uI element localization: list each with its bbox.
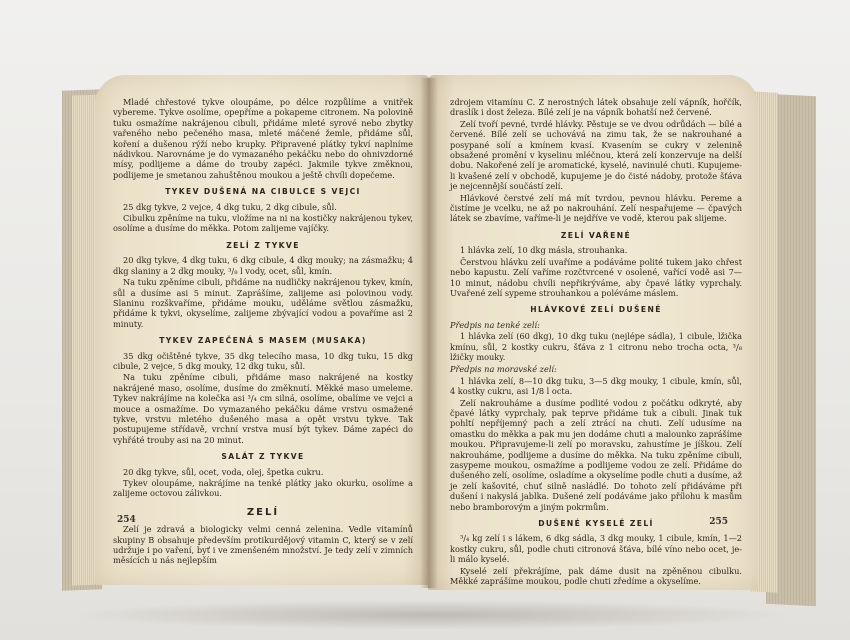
paragraph: Cibulku zpěníme na tuku, vložíme na ni na kostičky nakrájenou tykev, osolíme a dusíme do měkka. Potom zalijeme vajíčky.: [113, 213, 413, 234]
paragraph: Čerstvou hlávku zelí uvaříme a podáváme polité tukem jako chřest nebo kapustu. Zelí vaříme rozčtvrcené v osolené, vařící vodě asi 7—10 minut, nádobu chvíli nepřikrýváme, aby čpavé látky vyprchaly. Uvařené zelí sypeme strouhankou a poléváme máslem.: [450, 256, 742, 298]
paragraph: Zelí nakrouháme a dusíme podlité vodou z počátku odkryté, aby čpavé látky vyprchaly, pak teprve přidáme tuk a cibuli. Jinak tuk pohltí nepříjemný pach a zelí ztrácí na chuti. Zelí udusíme na omastku do měkka a pak mu jen dodáme chuti a malounko zaprášíme moukou. Připravujeme-li zelí po moravsku, zahustíme je jíškou. Zelí nakrouháme, podlijeme a dusíme do měkka. Na tuku zpěníme cibuli, zasypeme moukou, osmažíme a podlijeme vodou ze zelí. Přidáme do dušeného zelí, osolíme, osladíme a okyselíme podle chuti a dusíme, až je zelí kašovité, chuť silně nasládlé. Do tohoto zelí přidáváme při dušení i nakyslá jablka. Dušené zelí podáváme jako přílohu k masům nebo bramborovým a jiným pokrmům.: [450, 397, 742, 512]
ingredients: 20 dkg tykve, 4 dkg tuku, 6 dkg cibule, 4 dkg mouky; na zásmažku; 4 dkg slaniny a 2 dkg mouky, ³/₈ l vody, ocet, sůl, kmín.: [113, 255, 413, 276]
paragraph: Zelí je zdravá a biologicky velmi cenná zelenina. Vedle vitamínů skupiny B obsahuje především protikurdějový vitamin C, který se v zelí udržuje i po vaření, byť i ve zmenšeném množství. Je tedy zelí v zimních měsících u nás nejlepším: [113, 524, 413, 566]
right-page-text: [450, 97, 742, 587]
book-shadow: [70, 600, 790, 630]
paragraph: Na tuku zpěníme cibuli, přidáme na nudličky nakrájenou tykev, kmín, sůl a dusíme asi 5 minut. Zaprášíme, zalijeme asi polovinou vody. Slaninu rozškvaříme, přidáme mouku, uděláme světlou zásmažku, přidáme k tykvi, okyselíme, zalijeme zbývající vodou a povaříme asi 2 minuty.: [113, 277, 413, 329]
ingredients: 1 hlávka zelí, 10 dkg másla, strouhanka.: [460, 245, 628, 256]
page-number-right: 255: [709, 517, 728, 527]
paragraph: Kyselé zelí překrájíme, pak dáme dusit na zpěněnou cibulku. Měkké zaprášíme moukou, podle chuti zředíme a okyselíme.: [450, 565, 742, 587]
recipe-variant-label: Předpis na tenké zelí:: [450, 319, 540, 330]
paragraph: Na tuku zpěníme cibuli, přidáme maso nakrájené na kostky nakrájené maso, osolíme, dusíme do změknutí. Měkké maso umeleme. Tykev nakrájíme na kolečka asi ³/₄ cm silná, osolíme, obalíme ve vejci a mouce a osmažíme. Do vymazaného pekáčku dáme vrstvu osmažené tykve, vrstvu mletého dušeného masa a opět vrstvu tykve. Tak postupujeme střídavě, vrchní vrstva musí být tykev. Dáme zapéci do vyhřáté trouby asi na 20 minut.: [113, 372, 413, 445]
ingredients: 1 hlávka zelí, 8—10 dkg tuku, 3—5 dkg mouky, 1 cibule, kmín, sůl, 4 kostky cukru, asi 1/8 l octa.: [450, 375, 742, 397]
paragraph: zdrojem vitamínu C. Z nerostných látek obsahuje zelí vápník, hořčík, draslík i dost železa. Bílé zelí je na vápník bohatší než červené.: [450, 97, 742, 118]
recipe-heading: DUŠENÉ KYSELÉ ZELÍ: [538, 519, 654, 529]
book-gutter: [420, 78, 438, 588]
page-number-left: 254: [117, 515, 136, 525]
right-page: [428, 75, 758, 590]
ingredients: 25 dkg tykve, 2 vejce, 4 dkg tuku, 2 dkg cibule, sůl.: [123, 201, 337, 212]
recipe-variant-label: Předpis na moravské zelí:: [450, 364, 557, 375]
recipe-heading: TYKEV ZAPEČENÁ S MASEM (MUSAKA): [159, 336, 367, 346]
ingredients: ³/₄ kg zelí i s lákem, 6 dkg sádla, 3 dkg mouky, 1 cibule, kmín, 1—2 kostky cukru, sůl, podle chuti citronová šťáva, bílé víno nebo ocet, je-li málo kyselé.: [450, 533, 742, 565]
paragraph: Tykev oloupáme, nakrájíme na tenké plátky jako okurku, osolíme a zalijeme octovou zálivkou.: [113, 478, 413, 499]
ingredients: 1 hlávka zelí (60 dkg), 10 dkg tuku (nejlépe sádla), 1 cibule, lžička kmínu, sůl, 2 kostky cukru, šťáva z 1 citronu nebo trocha octa, ³/₈ lžičky mouky.: [450, 331, 742, 362]
paragraph: Hlávkové čerstvé zelí má mít tvrdou, pevnou hlávku. Pereme a čistíme je vcelku, ne až po nakrouhání. Zelí nespařujeme — čpavých látek se zbavíme, vaříme-li je nejdříve ve vodě, kterou pak slijeme.: [450, 192, 742, 224]
left-page-text: [113, 97, 413, 567]
ingredients: 35 dkg očištěné tykve, 35 dkg telecího masa, 10 dkg tuku, 15 dkg cibule, 2 vejce, 5 dkg mouky, 12 dkg tuku, sůl.: [113, 350, 413, 371]
recipe-heading: ZELÍ VAŘENÉ: [560, 230, 632, 240]
left-page: [95, 75, 430, 585]
ingredients: 20 dkg tykve, sůl, ocet, voda, olej, špetka cukru.: [123, 466, 324, 477]
recipe-heading: HLÁVKOVÉ ZELÍ DUŠENÉ: [530, 305, 662, 315]
recipe-heading: ZELÍ Z TYKVE: [226, 240, 300, 250]
paragraph: Mladé chřestové tykve oloupáme, po délce rozpůlíme a vnitřek vybereme. Tykve osolíme, opepříme a pokapeme citronem. Na polovině tuku osmažíme nakrájenou cibuli, přidáme mleté syrové nebo zbytky vařeného nebo pečeného masa, mleté máčené žemle, přidáme sůl, koření a dušenou rýží nebo krupky. Připravené plátky tykví naplníme nádivkou. Narovnáme je do vymazaného pekáčku nebo do ohnivzdorné mísy, podlijeme a dáme do trouby zapéci. Jakmile tykve změknou, podlijeme je smetanou zahuštěnou moukou a ještě chvíli dopečeme.: [113, 97, 413, 180]
recipe-heading: TYKEV DUŠENÁ NA CIBULCE S VEJCI: [165, 187, 361, 197]
chapter-heading: ZELÍ: [246, 506, 280, 518]
paragraph: Zelí tvoří pevné, tvrdé hlávky. Pěstuje se ve dvou odrůdách — bílé a červené. Bílé zelí se uchovává na zimu tak, že se nakrouhané a posypané solí a kmínem kvasí. Kvasením se cukry v zelenině obsažené promění v kyselinu mléčnou, která zelí konzervuje na delší dobu. Nakořené zelí je aromatické, kyselé, navinulé chuti. Kupujeme-li kvašené zelí v obchodě, kupujeme je do čisté nádoby, protože šťáva je nejcennější součástí zelí.: [450, 118, 742, 192]
recipe-heading: SALÁT Z TYKVE: [221, 452, 305, 462]
